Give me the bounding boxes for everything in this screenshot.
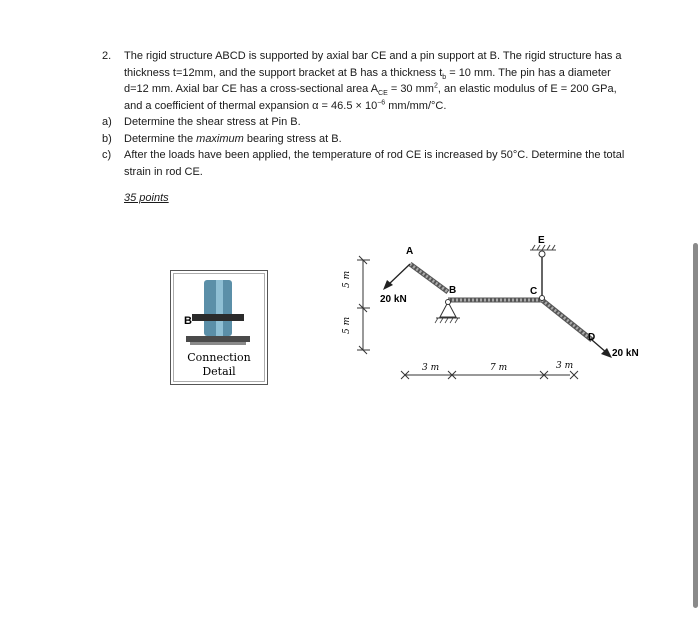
part-text: Determine the shear stress at Pin B. (124, 116, 301, 128)
dim-vertical-bottom: 5 m (342, 316, 352, 334)
vertical-scrollbar[interactable] (693, 243, 698, 608)
statement-part: = 30 mm (387, 83, 434, 95)
part-text: After the loads have been applied, the temperature of rod CE is increased by 50°C. Determine the total strain in rod CE. (124, 149, 625, 178)
part-label: b) (102, 132, 112, 145)
rigid-member-cd (542, 300, 592, 340)
dim-horizontal-2: 7 m (490, 363, 508, 373)
load-label-d: 20 kN (612, 348, 639, 359)
subscript: b (442, 73, 447, 81)
part-text: Determine the (124, 132, 197, 145)
pin-support-b (435, 300, 460, 324)
joint-c (540, 296, 545, 301)
dim-vertical-top: 5 m (342, 270, 352, 288)
part-label: a) (102, 116, 112, 128)
point-label-c: C (530, 286, 538, 297)
point-label-e: E (538, 235, 545, 246)
rigid-member-ab (410, 264, 448, 292)
part-b (102, 131, 632, 148)
load-label-a: 20 kN (380, 294, 407, 305)
problem-text (102, 48, 632, 180)
problem-statement (102, 48, 632, 114)
pin-label-b: B (184, 315, 192, 327)
part-c (102, 147, 632, 180)
bracket-base-shadow (190, 342, 246, 345)
load-arrow-a (383, 264, 410, 290)
caption-line-1: Connection (187, 351, 251, 364)
point-label-a: A (406, 246, 414, 257)
part-text: bearing stress at B. (243, 132, 342, 145)
subscript: CE (378, 90, 388, 98)
dim-horizontal-3: 3 m (556, 361, 574, 371)
part-a (102, 114, 632, 131)
bracket-base (186, 336, 250, 342)
point-label-b: B (449, 285, 457, 296)
superscript: −6 (377, 98, 386, 106)
caption-line-2: Detail (202, 365, 236, 378)
statement-part: , an elastic modulus of E = 200 GPa, and a coefficient of thermal expansion α = 46.5 × 10 (124, 83, 617, 112)
structure-diagram (330, 230, 660, 400)
connection-detail-figure (170, 270, 268, 386)
point-label-d: D (588, 332, 596, 343)
pin-icon (192, 314, 244, 321)
part-emphasis: maximum (196, 132, 244, 145)
joint-e (539, 251, 545, 257)
statement-part: = 10 mm. The pin has a diameter d=12 mm. Axial bar CE has a cross-sectional area A (124, 66, 611, 95)
bracket-highlight (216, 280, 223, 336)
problem-number: 2. (102, 50, 112, 62)
superscript: 2 (433, 82, 438, 90)
dim-horizontal-1: 3 m (422, 363, 440, 373)
points-label: 35 points (124, 192, 169, 204)
vertical-dimension (357, 256, 370, 354)
statement-part: The rigid structure ABCD is supported by axial bar CE and a pin support at B. The rigid structure has a thickness t=12mm, and the support bracket at B has a thickness t (124, 50, 622, 79)
statement-part: mm/mm/°C. (385, 99, 447, 112)
part-label: c) (102, 149, 112, 161)
